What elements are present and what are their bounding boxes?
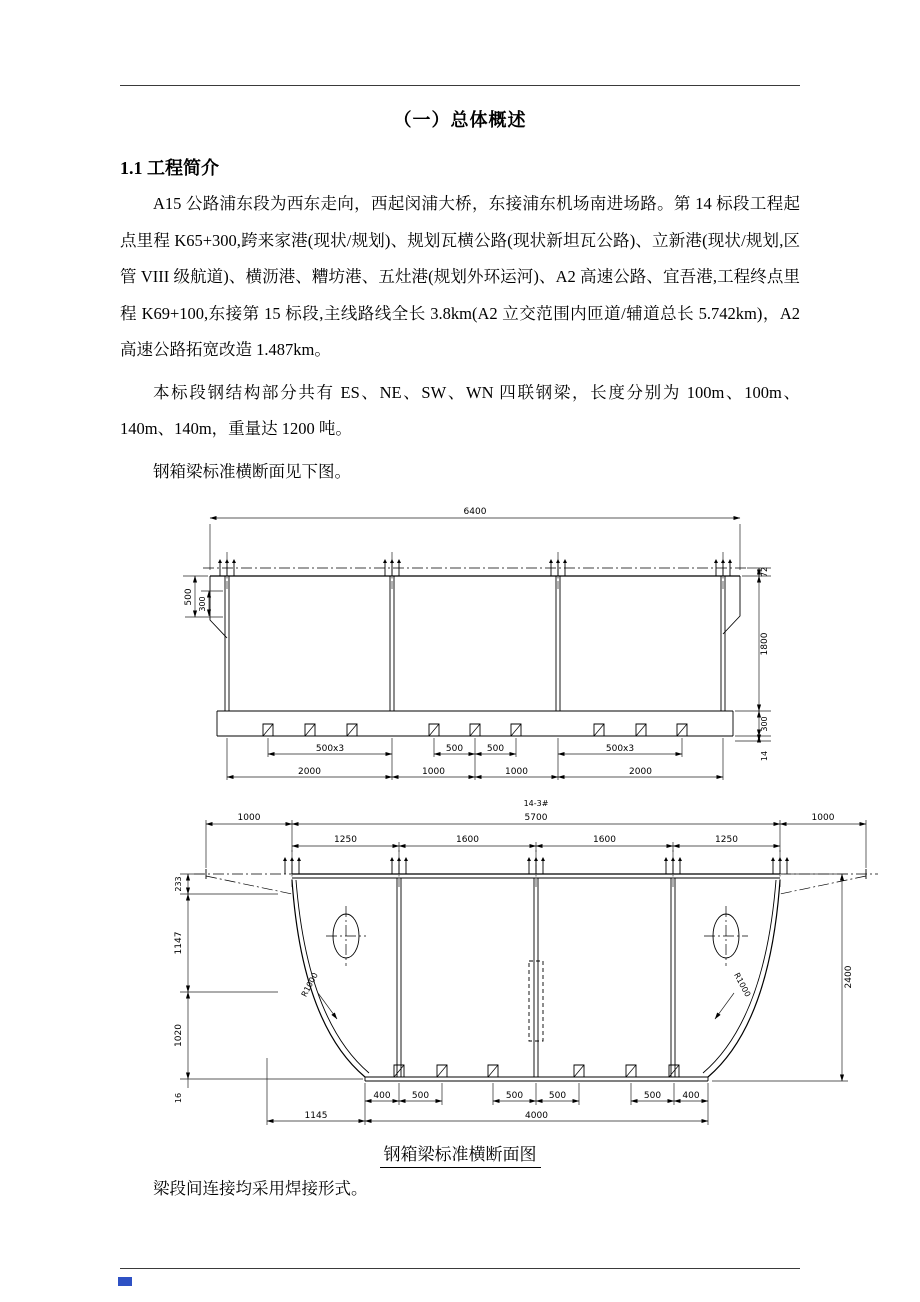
dim-sub-1250-left: 1250: [334, 835, 357, 845]
dim-left-1147: 1147: [174, 931, 184, 955]
dim-right-72: 72: [760, 566, 769, 578]
figure-caption: 钢箱梁标准横断面图: [380, 1145, 541, 1168]
dim-left-500: 500: [184, 588, 194, 606]
diagram-upper-cross-section: [165, 498, 785, 790]
diagram-lower-cross-section: [166, 796, 886, 1126]
dim-top-1000-left: 1000: [237, 813, 261, 823]
dim-sub-1600-left: 1600: [456, 835, 479, 845]
d1-structure: [203, 552, 747, 736]
dim-bot1-4: 500: [643, 1091, 662, 1101]
dim-left-300: 300: [198, 596, 207, 612]
dim-bot2-1145: 1145: [304, 1111, 328, 1121]
dim-bot1-3: 500: [548, 1091, 567, 1101]
dim-right-300: 300: [760, 716, 769, 732]
paragraph-steel-structure: 本标段钢结构部分共有 ES、NE、SW、WN 四联钢梁，长度分别为 100m、100m、140m、140m，重量达 1200 吨。: [120, 382, 800, 438]
dim-right-2400: 2400: [844, 965, 854, 989]
dim-top-5700: 5700: [524, 813, 548, 823]
figure-caption-row: [120, 1140, 800, 1165]
paragraph-welding: 梁段间连接均采用焊接形式。: [153, 1179, 368, 1198]
dim-left-16: 16: [174, 1092, 183, 1104]
dim-sub-1250-right: 1250: [715, 835, 738, 845]
dim-row1-3: 500x3: [605, 744, 635, 754]
header-rule: [120, 85, 800, 86]
footer-rule: [120, 1268, 800, 1269]
figure-cross-sections: [120, 498, 854, 1126]
d1-labels: [184, 507, 770, 777]
segment-label: 14-3#: [523, 799, 549, 808]
section-heading: 1.1 工程简介: [120, 158, 219, 178]
d1-dimensions: [183, 518, 771, 780]
dim-total-width: 6400: [463, 507, 487, 517]
dim-row2-0: 2000: [298, 767, 321, 777]
dim-sub-1600-right: 1600: [593, 835, 616, 845]
paragraph-project-intro: A15 公路浦东段为西东走向，西起闵浦大桥，东接浦东机场南进场路。第 14 标段工程起点里程 K65+300,跨来家港(现状/规划)、规划瓦横公路(现状新坦瓦公路)、立新港(现状/规划,区管 VIII 级航道)、横沥港、糟坊港、五灶港(规划外环运河)、A2 高速公路、宜吾港,工程终点里程 K69+100,东接第 15 标段,主线路线全长 3.8km(A2 立交范围内匝道/辅道总长 5.742km)，A2 高速公路拓宽改造 1.487km。: [120, 194, 800, 359]
dim-right-14: 14: [760, 750, 769, 762]
d2-labels: [174, 799, 854, 1121]
dim-row1-0: 500x3: [315, 744, 345, 754]
paragraph-figure-intro: 钢箱梁标准横断面见下图。: [153, 461, 351, 481]
dim-bot1-0: 400: [373, 1091, 391, 1101]
dim-bot1-1: 500: [411, 1091, 430, 1101]
dim-left-233: 233: [174, 876, 183, 892]
radius-label-right: R1000: [732, 971, 753, 999]
d2-structure: [194, 850, 878, 1081]
dim-row2-1: 1000: [422, 767, 445, 777]
dim-row2-3: 2000: [629, 767, 652, 777]
dim-right-1800: 1800: [760, 632, 770, 656]
dim-top-1000-right: 1000: [811, 813, 835, 823]
dim-row1-1: 500: [445, 744, 464, 754]
dim-left-1020: 1020: [174, 1024, 184, 1047]
dim-row1-2: 500: [486, 744, 505, 754]
dim-row2-2: 1000: [505, 767, 528, 777]
dim-bot1-2: 500: [505, 1091, 524, 1101]
dim-bot2-4000: 4000: [525, 1111, 548, 1121]
radius-label-left: R1000: [299, 971, 320, 999]
footer-marker: [118, 1277, 132, 1286]
d2-dimensions: [180, 820, 866, 1125]
page-title: （一）总体概述: [393, 110, 527, 130]
dim-bot1-5: 400: [682, 1091, 700, 1101]
